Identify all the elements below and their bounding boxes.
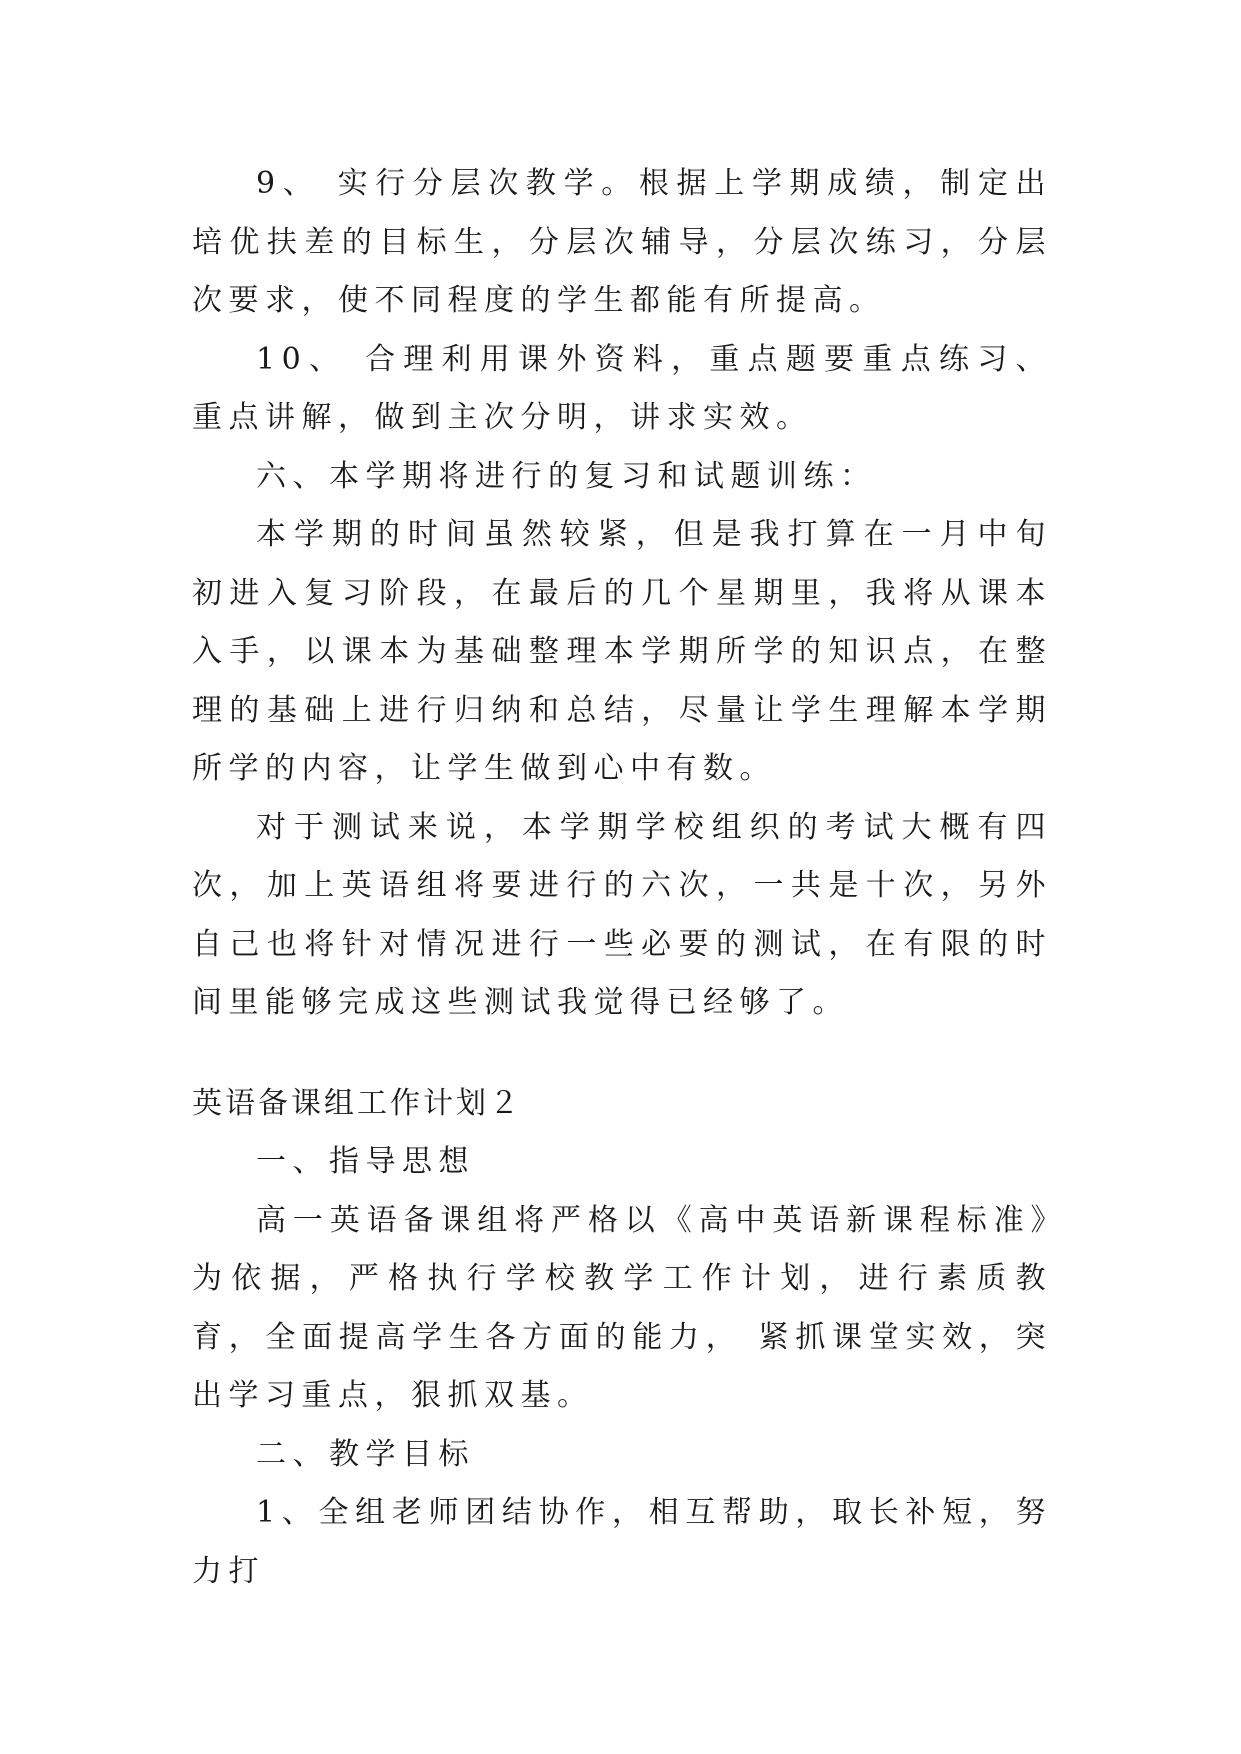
heading-guiding-idea: 一、指导思想 — [256, 1144, 475, 1179]
paragraph-item-10: 10、 合理利用课外资料，重点题要重点练习、重点讲解，做到主次分明，讲求实效。 — [192, 341, 1052, 435]
paragraph-goal-1: 1、全组老师团结协作，相互帮助，取长补短，努力打 — [192, 1495, 1052, 1589]
paragraph-testing: 对于测试来说，本学期学校组织的考试大概有四次，加上英语组将要进行的六次，一共是十次，另外自己也将针对情况进行一些必要的测试，在有限的时间里能够完成这些测试我觉得已经够了。 — [192, 809, 1052, 1020]
paragraph-review-plan: 本学期的时间虽然较紧，但是我打算在一月中旬初进入复习阶段，在最后的几个星期里，我将从课本入手，以课本为基础整理本学期所学的知识点，在整理的基础上进行归纳和总结，尽量让学生理解本学期所学的内容，让学生做到心中有数。 — [192, 517, 1052, 786]
heading-teaching-goals: 二、教学目标 — [256, 1436, 475, 1472]
section-title: 英语备课组工作计划２ — [192, 1085, 522, 1121]
document-page — [192, 155, 1052, 1601]
paragraph-item-9: 9、 实行分层次教学。根据上学期成绩，制定出培优扶差的目标生，分层次辅导，分层次练习，分层次要求，使不同程度的学生都能有所提高。 — [192, 166, 1052, 318]
section-heading-review: 六、本学期将进行的复习和试题训练： — [256, 458, 877, 494]
paragraph-guiding-idea: 高一英语备课组将严格以《高中英语新课程标准》为依据，严格执行学校教学工作计划，进行素质教育，全面提高学生各方面的能力， 紧抓课堂实效，突出学习重点，狠抓双基。 — [192, 1202, 1052, 1413]
section-spacer — [192, 1033, 1052, 1075]
